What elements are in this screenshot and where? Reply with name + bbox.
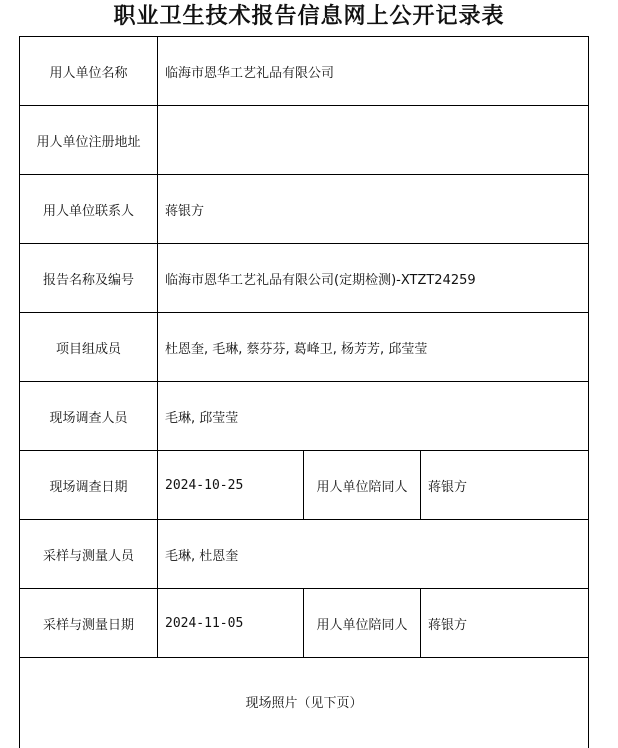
survey-date-label: 现场调查日期 (20, 451, 158, 520)
record-table (19, 36, 589, 748)
sampling-date-label: 采样与测量日期 (20, 589, 158, 658)
table-row-photos (20, 658, 589, 748)
table-row-sampling-date (20, 589, 589, 658)
sampling-staff-value: 毛琳, 杜恩奎 (158, 520, 589, 589)
table-row-employer-address (20, 106, 589, 175)
employer-address-label: 用人单位注册地址 (20, 106, 158, 175)
photos-label: 现场照片（见下页） (20, 658, 589, 748)
team-members-value: 杜恩奎, 毛琳, 蔡芬芬, 葛峰卫, 杨芳芳, 邱莹莹 (158, 313, 589, 382)
table-row-sampling-staff (20, 520, 589, 589)
survey-companion-value: 蒋银方 (421, 451, 589, 520)
table-row-employer-name (20, 37, 589, 106)
sampling-date-value: 2024-11-05 (158, 589, 304, 658)
employer-name-value: 临海市恩华工艺礼品有限公司 (158, 37, 589, 106)
sampling-staff-label: 采样与测量人员 (20, 520, 158, 589)
survey-staff-label: 现场调查人员 (20, 382, 158, 451)
table-row-report-name (20, 244, 589, 313)
team-members-label: 项目组成员 (20, 313, 158, 382)
report-name-value: 临海市恩华工艺礼品有限公司(定期检测)-XTZT24259 (158, 244, 589, 313)
survey-staff-value: 毛琳, 邱莹莹 (158, 382, 589, 451)
employer-name-label: 用人单位名称 (20, 37, 158, 106)
table-row-employer-contact (20, 175, 589, 244)
report-name-label: 报告名称及编号 (20, 244, 158, 313)
survey-date-value: 2024-10-25 (158, 451, 304, 520)
table-row-survey-staff (20, 382, 589, 451)
sampling-companion-label: 用人单位陪同人 (304, 589, 421, 658)
sampling-companion-value: 蒋银方 (421, 589, 589, 658)
survey-companion-label: 用人单位陪同人 (304, 451, 421, 520)
table-row-survey-date (20, 451, 589, 520)
table-row-team-members (20, 313, 589, 382)
employer-address-value (158, 106, 589, 175)
page-title: 职业卫生技术报告信息网上公开记录表 (0, 0, 618, 34)
employer-contact-value: 蒋银方 (158, 175, 589, 244)
employer-contact-label: 用人单位联系人 (20, 175, 158, 244)
